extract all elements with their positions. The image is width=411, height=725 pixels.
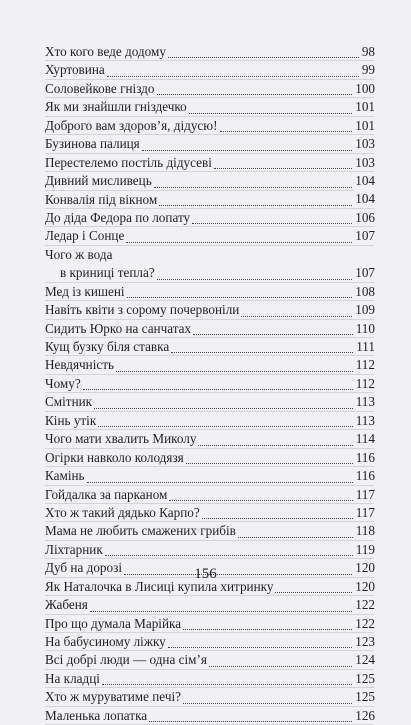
- table-of-contents: [45, 43, 374, 725]
- toc-entry-title: Доброго вам здоров’я, дідусю!: [45, 117, 218, 133]
- dot-leader: [142, 150, 352, 151]
- toc-entry-page: 108: [354, 283, 375, 301]
- toc-entry-title: Як ми знайшли гніздечко: [45, 99, 187, 115]
- toc-entry-page: 103: [354, 135, 375, 153]
- toc-entry-page: 113: [355, 412, 375, 430]
- toc-entry: [45, 61, 374, 79]
- toc-entry: [45, 670, 374, 688]
- toc-entry: [45, 375, 374, 393]
- toc-entry-title: Конвалія під вікном: [45, 191, 158, 207]
- toc-entry-title: Камінь: [45, 468, 85, 484]
- toc-entry: [45, 522, 374, 540]
- dot-leader: [168, 57, 359, 58]
- dot-leader: [102, 684, 352, 685]
- toc-entry: [45, 227, 374, 245]
- toc-entry-title: Огірки навколо колодязя: [45, 449, 184, 465]
- dot-leader: [157, 279, 352, 280]
- toc-entry-page: 118: [355, 522, 375, 540]
- toc-entry-page: 122: [354, 615, 375, 633]
- toc-entry-page: 109: [354, 301, 375, 319]
- toc-entry-title: Ліхтарник: [45, 541, 103, 557]
- toc-entry: [45, 172, 374, 190]
- page-number: 156: [194, 566, 217, 582]
- dot-leader: [198, 445, 353, 446]
- toc-entry-title: Про що думала Марійка: [45, 615, 182, 631]
- dot-leader: [87, 482, 353, 483]
- toc-entry: [45, 486, 374, 504]
- dot-leader: [159, 205, 352, 206]
- toc-entry-page: 117: [355, 504, 375, 522]
- toc-entry: [45, 154, 374, 172]
- toc-entry-title: На кладці: [45, 670, 100, 686]
- toc-entry-title: Як Наталочка в Лисиці купила хитринку: [45, 578, 274, 594]
- toc-entry-page: 114: [355, 430, 375, 448]
- toc-entry-title: Гойдалка за парканом: [45, 486, 168, 502]
- toc-entry-title: Смітник: [45, 394, 93, 410]
- toc-entry: [45, 301, 374, 319]
- toc-entry-page: 124: [354, 651, 375, 669]
- dot-leader: [193, 334, 353, 335]
- toc-entry-page: 99: [361, 61, 375, 79]
- dot-leader: [154, 187, 352, 188]
- toc-entry-title: Хуртовина: [45, 62, 105, 78]
- dot-leader: [98, 426, 353, 427]
- dot-leader: [241, 316, 352, 317]
- toc-entry-title: Чого мати хвалить Миколу: [45, 431, 197, 447]
- dot-leader: [126, 242, 352, 243]
- toc-entry-title: Бузинова палиця: [45, 136, 140, 152]
- toc-entry: [45, 633, 374, 651]
- toc-entry-title: Кінь утік: [45, 412, 97, 428]
- toc-entry: [45, 707, 374, 725]
- toc-entry-page: 113: [355, 393, 375, 411]
- dot-leader: [107, 76, 359, 77]
- toc-entry-page: 120: [354, 559, 375, 577]
- toc-entry: [45, 467, 374, 485]
- dot-leader: [168, 647, 352, 648]
- dot-leader: [183, 629, 352, 630]
- dot-leader: [209, 666, 352, 667]
- toc-entry-page: 104: [354, 190, 375, 208]
- toc-entry-title: Чому?: [45, 375, 81, 391]
- dot-leader: [189, 113, 352, 114]
- toc-entry-page: 110: [355, 320, 375, 338]
- toc-entry: [45, 615, 374, 633]
- toc-entry-title: Жабеня: [45, 597, 88, 613]
- toc-entry: [45, 412, 374, 430]
- toc-entry: [45, 541, 374, 559]
- toc-entry-title: Маленька лопатка: [45, 707, 148, 723]
- toc-entry-title: Хто ж такий дядько Карпо?: [45, 504, 200, 520]
- toc-entry-page: 116: [355, 467, 375, 485]
- toc-entry-page: 98: [361, 43, 375, 61]
- toc-entry-page: 107: [354, 264, 375, 282]
- toc-entry: [45, 43, 374, 61]
- dot-leader: [183, 703, 352, 704]
- dot-leader: [220, 131, 352, 132]
- toc-entry-page: 122: [354, 596, 375, 614]
- toc-entry-page: 106: [354, 209, 375, 227]
- toc-entry-title: Ледар і Сонце: [45, 228, 125, 244]
- toc-entry-page: 119: [355, 541, 375, 559]
- toc-entry-page: 104: [354, 172, 375, 190]
- dot-leader: [157, 94, 352, 95]
- toc-entry: [45, 651, 374, 669]
- dot-leader: [94, 408, 353, 409]
- toc-entry-page: 107: [354, 227, 375, 245]
- toc-entry-title: Соловейкове гніздо: [45, 80, 155, 96]
- dot-leader: [202, 518, 353, 519]
- toc-entry-page: 112: [355, 356, 375, 374]
- toc-entry: [45, 338, 374, 356]
- toc-entry-title: Дивний мисливець: [45, 173, 152, 189]
- toc-entry-title: Дуб на дорозі: [45, 560, 122, 576]
- toc-entry-page: 117: [355, 486, 375, 504]
- dot-leader: [116, 371, 353, 372]
- dot-leader: [275, 592, 352, 593]
- toc-entry: [45, 283, 374, 301]
- toc-entry-page: 112: [355, 375, 375, 393]
- toc-entry-page: 116: [355, 449, 375, 467]
- toc-entry: [45, 504, 374, 522]
- toc-entry-page: 123: [354, 633, 375, 651]
- toc-entry-page: 101: [354, 98, 375, 116]
- toc-entry: [45, 117, 374, 135]
- toc-entry: [45, 356, 374, 374]
- dot-leader: [214, 168, 352, 169]
- dot-leader: [238, 537, 353, 538]
- toc-entry-title: Перестелемо постіль дідусеві: [45, 154, 212, 170]
- toc-entry: [45, 209, 374, 227]
- toc-entry: [45, 98, 374, 116]
- toc-entry-title: Мед із кишені: [45, 283, 125, 299]
- toc-entry-title: Невдячність: [45, 357, 115, 373]
- toc-entry-title: Кущ бузку біля ставка: [45, 339, 170, 355]
- toc-entry-page: 101: [354, 117, 375, 135]
- toc-entry-title: Всі добрі люди — одна сім’я: [45, 652, 207, 668]
- toc-entry-page: 111: [355, 338, 375, 356]
- toc-entry: [45, 135, 374, 153]
- toc-entry: [45, 688, 374, 706]
- toc-entry-page: 103: [354, 154, 375, 172]
- dot-leader: [105, 555, 353, 556]
- toc-entry: [45, 191, 374, 209]
- dot-leader: [149, 721, 352, 722]
- toc-entry: [45, 80, 374, 98]
- toc-entry: [45, 246, 374, 283]
- toc-entry: [45, 430, 374, 448]
- toc-entry-page: 120: [354, 578, 375, 596]
- dot-leader: [192, 223, 352, 224]
- toc-entry-title: До діда Федора по лопату: [45, 209, 191, 225]
- dot-leader: [127, 297, 352, 298]
- toc-entry-page: 125: [354, 688, 375, 706]
- toc-entry-title-continued: в криниці тепла?: [60, 265, 155, 281]
- toc-entry: [45, 320, 374, 338]
- dot-leader: [90, 611, 352, 612]
- toc-entry-title: Навіть квіти з сорому почервоніли: [45, 302, 240, 318]
- dot-leader: [169, 500, 353, 501]
- toc-entry: [45, 449, 374, 467]
- toc-entry-page: 126: [354, 707, 375, 725]
- dot-leader: [171, 352, 353, 353]
- toc-entry-title: Сидить Юрко на санчатах: [45, 320, 192, 336]
- toc-entry-title: На бабусиному ліжку: [45, 634, 166, 650]
- dot-leader: [186, 463, 353, 464]
- dot-leader: [83, 389, 353, 390]
- toc-entry: [45, 393, 374, 411]
- toc-entry-title: Чого ж вода: [45, 246, 113, 262]
- toc-entry-title: Мама не любить смажених грибів: [45, 523, 236, 539]
- toc-entry-page: 125: [354, 670, 375, 688]
- toc-entry-page: 100: [354, 80, 375, 98]
- toc-entry-title: Хто кого веде додому: [45, 44, 166, 59]
- toc-entry-title: Хто ж муруватиме печі?: [45, 689, 181, 705]
